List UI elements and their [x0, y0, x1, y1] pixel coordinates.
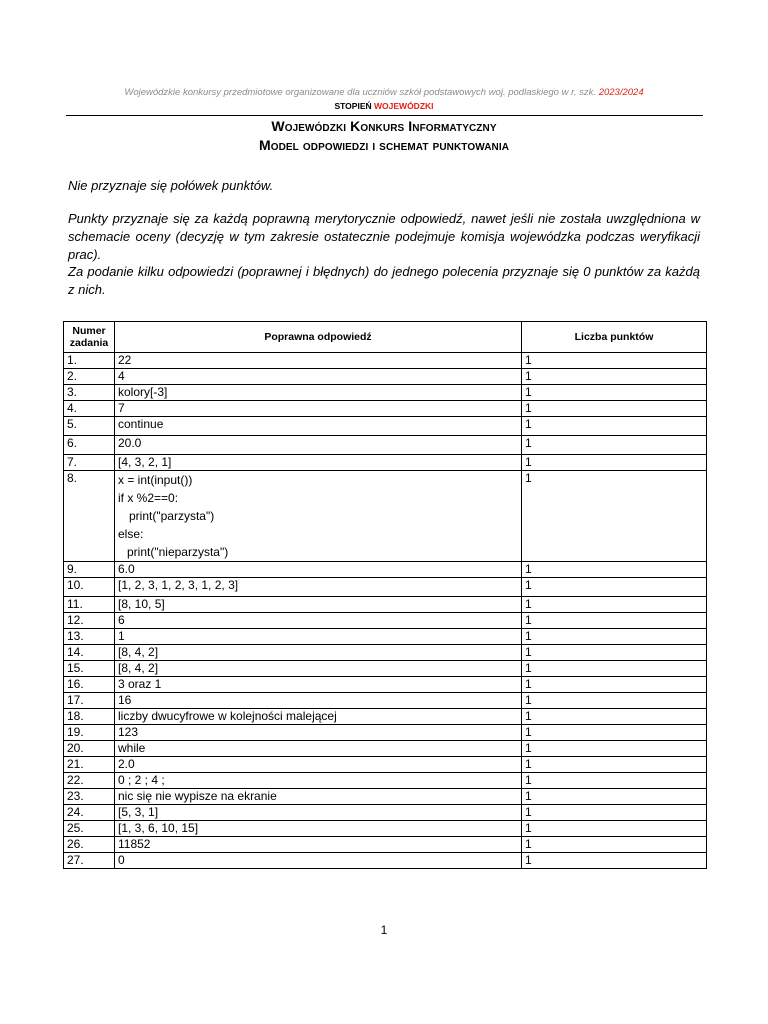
table-row	[64, 562, 707, 578]
code-line: print("parzysta")	[129, 509, 215, 523]
task-number: 20.	[64, 741, 115, 757]
table-row	[64, 725, 707, 741]
table-row	[64, 773, 707, 789]
points-value: 1	[522, 789, 707, 805]
correct-answer: 7	[115, 401, 522, 417]
correct-answer	[115, 471, 522, 562]
points-value: 1	[522, 455, 707, 471]
correct-answer: 4	[115, 369, 522, 385]
points-value: 1	[522, 417, 707, 436]
task-number: 27.	[64, 853, 115, 869]
answer-key-table	[63, 321, 707, 869]
table-row	[64, 471, 707, 562]
header-task-number: Numer zadania	[64, 322, 115, 353]
task-number: 21.	[64, 757, 115, 773]
task-number: 11.	[64, 597, 115, 613]
points-value: 1	[522, 353, 707, 369]
correct-answer: 2.0	[115, 757, 522, 773]
points-value: 1	[522, 401, 707, 417]
table-row	[64, 645, 707, 661]
correct-answer: 0	[115, 853, 522, 869]
correct-answer: 6	[115, 613, 522, 629]
table-row	[64, 455, 707, 471]
task-number: 15.	[64, 661, 115, 677]
task-number: 19.	[64, 725, 115, 741]
task-number: 16.	[64, 677, 115, 693]
correct-answer: [1, 3, 6, 10, 15]	[115, 821, 522, 837]
header-stage-level: WOJEWÓDZKI	[374, 101, 434, 111]
task-number: 2.	[64, 369, 115, 385]
header-contest-text: Wojewódzkie konkursy przedmiotowe organizowane dla uczniów szkół podstawowych woj. podlaskiego w r. szk.	[124, 87, 597, 98]
document-title: Wojewódzki Konkurs Informatyczny	[271, 118, 497, 134]
task-number: 10.	[64, 578, 115, 597]
page-number: 1	[380, 923, 388, 937]
task-number: 22.	[64, 773, 115, 789]
table-row	[64, 789, 707, 805]
correct-answer: 22	[115, 353, 522, 369]
table-row	[64, 661, 707, 677]
points-value: 1	[522, 805, 707, 821]
points-value: 1	[522, 471, 707, 562]
points-value: 1	[522, 741, 707, 757]
table-row	[64, 578, 707, 597]
header-stage	[60, 101, 708, 111]
header-stage-prefix: STOPIEŃ	[334, 101, 372, 111]
task-number: 14.	[64, 645, 115, 661]
points-value: 1	[522, 661, 707, 677]
table-row	[64, 417, 707, 436]
header-points: Liczba punktów	[522, 322, 707, 353]
points-value: 1	[522, 629, 707, 645]
header-contest-info	[60, 87, 708, 98]
table-row	[64, 709, 707, 725]
task-number: 3.	[64, 385, 115, 401]
task-number: 9.	[64, 562, 115, 578]
task-number: 18.	[64, 709, 115, 725]
correct-answer: [8, 4, 2]	[115, 661, 522, 677]
rule-correct-answers: Punkty przyznaje się za każdą poprawną merytorycznie odpowiedź, nawet jeśli nie została uwzględniona w schemacie oceny (decyzję w tym zakresie ostatecznie podejmuje komisja wojewódzka podczas weryfikacji prac).	[68, 211, 700, 262]
correct-answer: 20.0	[115, 436, 522, 455]
rule-multiple-answers: Za podanie kilku odpowiedzi (poprawnej i błędnych) do jednego polecenia przyznaje się 0 punktów za każdą z nich.	[68, 264, 700, 297]
task-number: 6.	[64, 436, 115, 455]
correct-answer: 16	[115, 693, 522, 709]
header-school-year: 2023/2024	[598, 87, 644, 98]
correct-answer: liczby dwucyfrowe w kolejności malejącej	[115, 709, 522, 725]
code-line: else:	[118, 527, 144, 541]
correct-answer: [1, 2, 3, 1, 2, 3, 1, 2, 3]	[115, 578, 522, 597]
table-row	[64, 401, 707, 417]
points-value: 1	[522, 821, 707, 837]
task-number: 13.	[64, 629, 115, 645]
task-number: 23.	[64, 789, 115, 805]
correct-answer: while	[115, 741, 522, 757]
table-row	[64, 741, 707, 757]
correct-answer: [8, 4, 2]	[115, 645, 522, 661]
points-value: 1	[522, 709, 707, 725]
header-correct-answer: Poprawna odpowiedź	[115, 322, 522, 353]
points-value: 1	[522, 725, 707, 741]
task-number: 1.	[64, 353, 115, 369]
points-value: 1	[522, 773, 707, 789]
correct-answer: [4, 3, 2, 1]	[115, 455, 522, 471]
table-row	[64, 436, 707, 455]
points-value: 1	[522, 369, 707, 385]
correct-answer: 6.0	[115, 562, 522, 578]
task-number: 5.	[64, 417, 115, 436]
points-value: 1	[522, 578, 707, 597]
points-value: 1	[522, 853, 707, 869]
points-value: 1	[522, 677, 707, 693]
table-header-row	[64, 322, 707, 353]
answer-rows	[64, 353, 707, 869]
table-row	[64, 385, 707, 401]
correct-answer: continue	[115, 417, 522, 436]
table-row	[64, 837, 707, 853]
table-row	[64, 369, 707, 385]
correct-answer: 0 ; 2 ; 4 ;	[115, 773, 522, 789]
correct-answer: 3 oraz 1	[115, 677, 522, 693]
points-value: 1	[522, 597, 707, 613]
correct-answer: kolory[-3]	[115, 385, 522, 401]
task-number: 25.	[64, 821, 115, 837]
table-row	[64, 597, 707, 613]
task-number: 7.	[64, 455, 115, 471]
table-row	[64, 677, 707, 693]
correct-answer: [8, 10, 5]	[115, 597, 522, 613]
code-line: x = int(input())	[118, 473, 193, 487]
task-number: 4.	[64, 401, 115, 417]
table-row	[64, 629, 707, 645]
task-number: 8.	[64, 471, 115, 562]
points-value: 1	[522, 757, 707, 773]
table-row	[64, 613, 707, 629]
task-number: 26.	[64, 837, 115, 853]
table-row	[64, 353, 707, 369]
points-value: 1	[522, 693, 707, 709]
task-number: 17.	[64, 693, 115, 709]
table-row	[64, 693, 707, 709]
correct-answer: 123	[115, 725, 522, 741]
correct-answer: 11852	[115, 837, 522, 853]
document-subtitle: Model odpowiedzi i schemat punktowania	[258, 137, 510, 153]
correct-answer: [5, 3, 1]	[115, 805, 522, 821]
rule-no-half-points: Nie przyznaje się połówek punktów.	[68, 178, 274, 193]
table-row	[64, 805, 707, 821]
table-row	[64, 821, 707, 837]
points-value: 1	[522, 562, 707, 578]
points-value: 1	[522, 837, 707, 853]
code-line: if x %2==0:	[118, 491, 179, 505]
table-row	[64, 757, 707, 773]
points-value: 1	[522, 436, 707, 455]
header-divider	[66, 115, 703, 116]
task-number: 24.	[64, 805, 115, 821]
correct-answer: nic się nie wypisze na ekranie	[115, 789, 522, 805]
points-value: 1	[522, 613, 707, 629]
correct-answer: 1	[115, 629, 522, 645]
table-row	[64, 853, 707, 869]
points-value: 1	[522, 645, 707, 661]
code-line: print("nieparzysta")	[127, 545, 229, 559]
points-value: 1	[522, 385, 707, 401]
task-number: 12.	[64, 613, 115, 629]
